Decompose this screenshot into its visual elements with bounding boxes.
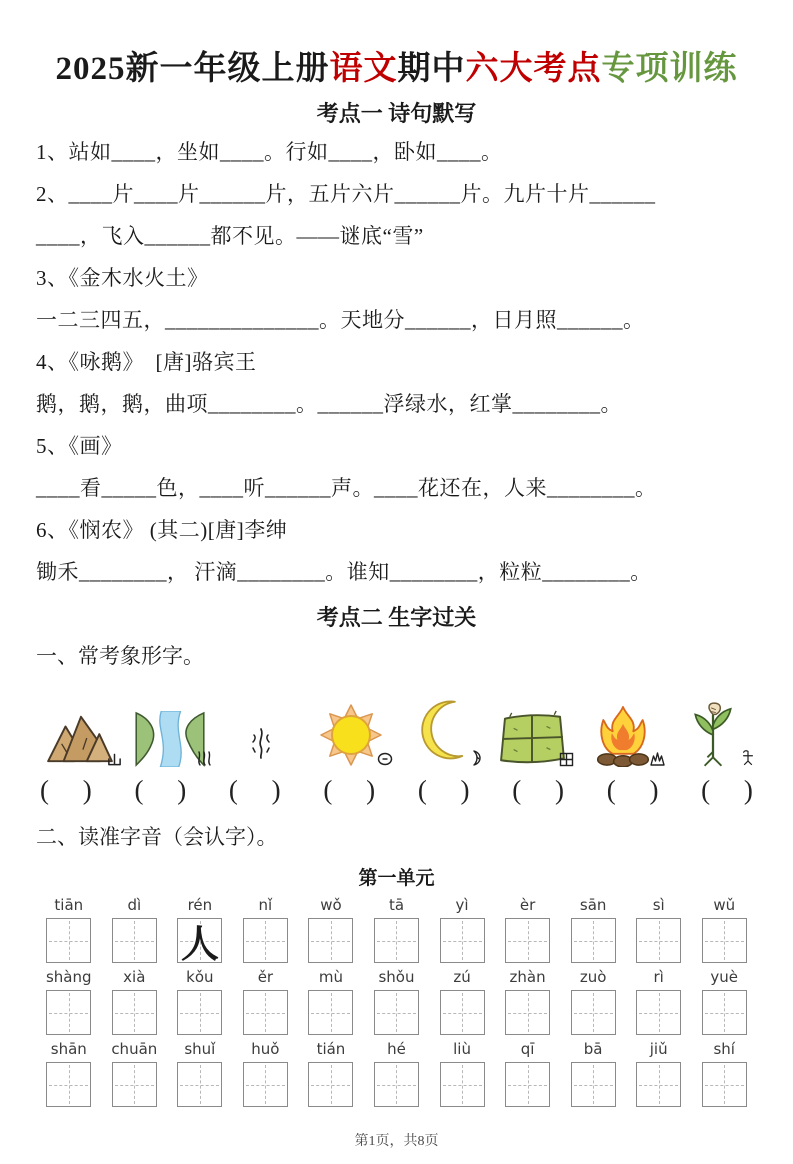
pinyin-cell — [626, 896, 692, 963]
hanzi-practice-box — [374, 1062, 419, 1107]
pinyin-cell — [298, 968, 364, 1035]
field-pictograph — [488, 679, 576, 773]
pinyin-label: tián — [316, 1040, 346, 1058]
pinyin-cell — [298, 896, 364, 963]
poem-questions — [36, 131, 757, 593]
question-line: 一二三四五，______________。天地分______，日月照______。 — [36, 308, 645, 332]
hanzi-practice-box — [440, 1062, 485, 1107]
pinyin-label: liù — [453, 1040, 471, 1058]
river-image — [134, 711, 206, 767]
sun-oracle-glyph-icon — [377, 751, 393, 767]
hanzi-practice-box — [308, 990, 353, 1035]
pinyin-label: shān — [50, 1040, 87, 1058]
pinyin-label: sì — [652, 896, 665, 914]
pinyin-cell — [364, 968, 430, 1035]
answer-parens: ( ) — [701, 775, 753, 805]
hanzi-practice-box — [702, 990, 747, 1035]
hanzi-practice-box — [308, 1062, 353, 1107]
pinyin-cell — [36, 968, 102, 1035]
hanzi-practice-box — [505, 990, 550, 1035]
pinyin-cell — [36, 896, 102, 963]
pinyin-label: yì — [455, 896, 469, 914]
title-segment: 专项训练 — [601, 51, 738, 87]
hanzi-practice-box — [702, 1062, 747, 1107]
pinyin-cell — [364, 1040, 430, 1107]
pinyin-cell — [495, 968, 561, 1035]
pinyin-cell — [102, 968, 168, 1035]
answer-parens: ( ) — [40, 775, 92, 805]
pinyin-cell — [298, 1040, 364, 1107]
fire-image — [593, 705, 653, 767]
mountain-image — [44, 711, 116, 767]
pinyin-cell — [691, 896, 757, 963]
moon-oracle-glyph-icon — [471, 749, 484, 767]
hanzi-practice-box — [112, 1062, 157, 1107]
section-2-heading: 考点二 生字过关 — [316, 605, 477, 630]
pinyin-label: nǐ — [258, 896, 273, 914]
pinyin-label: èr — [519, 896, 536, 914]
pinyin-cell — [691, 968, 757, 1035]
handwritten-character: 人 — [180, 924, 219, 966]
answer-parens: ( ) — [417, 775, 470, 805]
title-segment: 期中 — [397, 51, 466, 87]
pinyin-cell — [560, 1040, 626, 1107]
pinyin-cell — [560, 968, 626, 1035]
question-line: 5、《画》 — [36, 434, 123, 458]
hanzi-practice-box — [243, 990, 288, 1035]
pinyin-label: xià — [123, 968, 146, 986]
pinyin-cell — [495, 896, 561, 963]
hanzi-practice-box — [46, 1062, 91, 1107]
hanzi-practice-box — [112, 918, 157, 963]
hanzi-practice-box — [636, 990, 681, 1035]
pinyin-label: wǔ — [713, 896, 736, 914]
pinyin-label: rén — [187, 896, 213, 914]
pinyin-label: shǒu — [378, 968, 415, 986]
seedling-oracle-glyph-icon — [741, 748, 755, 767]
hanzi-practice-box — [46, 918, 91, 963]
pinyin-cell — [364, 896, 430, 963]
sun-pictograph — [307, 679, 395, 773]
fire-oracle-glyph-icon — [650, 751, 665, 767]
pinyin-cell — [626, 1040, 692, 1107]
hanzi-practice-box — [505, 1062, 550, 1107]
pinyin-subheading: 二、读准字音（会认字）。 — [36, 825, 278, 849]
pinyin-label: kǒu — [186, 968, 214, 986]
pictograph-row — [36, 679, 757, 773]
pinyin-cell — [691, 1040, 757, 1107]
pinyin-label: sān — [579, 896, 607, 914]
mountain-pictograph — [36, 679, 124, 773]
sun-image — [319, 703, 383, 767]
hanzi-practice-box — [308, 918, 353, 963]
pinyin-row — [36, 896, 757, 966]
title-segment: 六大考点 — [465, 51, 602, 87]
pinyin-label: zuò — [579, 968, 607, 986]
hanzi-practice-box — [243, 1062, 288, 1107]
pinyin-cell — [233, 896, 299, 963]
pinyin-cell — [36, 1040, 102, 1107]
pinyin-cell — [167, 1040, 233, 1107]
hanzi-practice-box — [112, 990, 157, 1035]
title-segment: 2025新一年级上册 — [55, 51, 330, 87]
hanzi-practice-box — [440, 918, 485, 963]
hanzi-practice-box — [636, 918, 681, 963]
hanzi-practice-box — [177, 990, 222, 1035]
question-line: 锄禾________， 汗滴________。谁知________，粒粒________。 — [36, 560, 652, 584]
hanzi-practice-box — [177, 1062, 222, 1107]
answer-parens: ( ) — [134, 775, 187, 805]
pictograph-subheading: 一、常考象形字。 — [36, 644, 204, 668]
pinyin-cell — [626, 968, 692, 1035]
hanzi-practice-box — [46, 990, 91, 1035]
pinyin-cell — [233, 968, 299, 1035]
pinyin-label: shí — [713, 1040, 735, 1058]
pinyin-label: tā — [388, 896, 405, 914]
water-pictograph — [217, 679, 305, 773]
question-line: 4、《咏鹅》 [唐]骆宾王 — [36, 350, 257, 374]
pinyin-label: shàng — [45, 968, 92, 986]
seedling-image — [685, 701, 741, 767]
pinyin-cell — [429, 896, 495, 963]
answer-parens: ( ) — [512, 775, 564, 805]
hanzi-practice-box — [243, 918, 288, 963]
water-oracle-glyph-icon — [249, 727, 273, 759]
question-line: 3、《金木水火土》 — [36, 266, 209, 290]
pinyin-row — [36, 1040, 757, 1107]
pinyin-label: mù — [318, 968, 343, 986]
moon-image — [416, 699, 468, 767]
pinyin-label: dì — [127, 896, 142, 914]
pinyin-label: shuǐ — [184, 1040, 216, 1058]
pinyin-label: tiān — [54, 896, 84, 914]
unit-heading: 第一单元 — [358, 868, 435, 889]
pinyin-cell — [429, 1040, 495, 1107]
pinyin-label: chuān — [111, 1040, 158, 1058]
pinyin-label: qī — [520, 1040, 535, 1058]
pinyin-cell — [233, 1040, 299, 1107]
hanzi-practice-box — [571, 1062, 616, 1107]
page-number-footer: 第1页，共8页 — [354, 1134, 439, 1149]
river-pictograph — [126, 679, 214, 773]
question-line: 鹅，鹅，鹅，曲项________。______浮绿水，红掌________。 — [36, 392, 622, 416]
hanzi-practice-box — [505, 918, 550, 963]
pinyin-label: jiǔ — [649, 1040, 668, 1058]
pinyin-label: ěr — [257, 968, 274, 986]
page-title — [36, 42, 757, 89]
pinyin-cell — [102, 1040, 168, 1107]
hanzi-practice-box — [571, 990, 616, 1035]
hanzi-practice-box — [374, 918, 419, 963]
field-image — [496, 709, 568, 767]
pinyin-label: zú — [453, 968, 471, 986]
pinyin-label: bā — [583, 1040, 603, 1058]
hanzi-practice-box — [440, 990, 485, 1035]
question-line: 2、____片____片______片，五片六片______片。九片十片______ — [36, 182, 656, 206]
pinyin-label: yuè — [710, 968, 739, 986]
mountain-oracle-glyph-icon — [107, 751, 122, 767]
hanzi-practice-box — [374, 990, 419, 1035]
moon-pictograph — [398, 679, 486, 773]
hanzi-practice-box — [636, 1062, 681, 1107]
pinyin-label: wǒ — [320, 896, 342, 914]
pinyin-cell — [560, 896, 626, 963]
pinyin-label: rì — [653, 968, 664, 986]
question-line: 1、站如____，坐如____。行如____，卧如____。 — [36, 140, 503, 164]
section-1-heading: 考点一 诗句默写 — [316, 101, 477, 126]
pinyin-cell — [102, 896, 168, 963]
pinyin-label: hé — [387, 1040, 406, 1058]
question-line: ____看_____色，____听______声。____花还在，人来________。 — [36, 476, 657, 500]
answer-parentheses-row — [36, 775, 757, 806]
hanzi-practice-box — [177, 918, 222, 966]
hanzi-practice-box — [702, 918, 747, 963]
question-line: ____，飞入______都不见。——谜底“雪” — [36, 224, 424, 248]
river-oracle-glyph-icon — [197, 750, 212, 767]
pinyin-grid — [36, 896, 757, 1107]
pinyin-cell — [167, 896, 233, 966]
pinyin-label: huǒ — [251, 1040, 280, 1058]
answer-parens: ( ) — [323, 775, 376, 805]
pinyin-cell — [495, 1040, 561, 1107]
field-oracle-glyph-icon — [559, 752, 574, 767]
pinyin-label: zhàn — [509, 968, 546, 986]
answer-parens: ( ) — [228, 775, 281, 805]
answer-parens: ( ) — [606, 775, 659, 805]
worksheet-page — [0, 42, 793, 1164]
pinyin-row — [36, 968, 757, 1035]
pinyin-cell — [167, 968, 233, 1035]
title-segment: 语文 — [329, 51, 398, 87]
fire-pictograph — [579, 679, 667, 773]
seedling-pictograph — [669, 679, 757, 773]
hanzi-practice-box — [571, 918, 616, 963]
question-line: 6、《悯农》 (其二)[唐]李绅 — [36, 518, 288, 542]
pinyin-cell — [429, 968, 495, 1035]
